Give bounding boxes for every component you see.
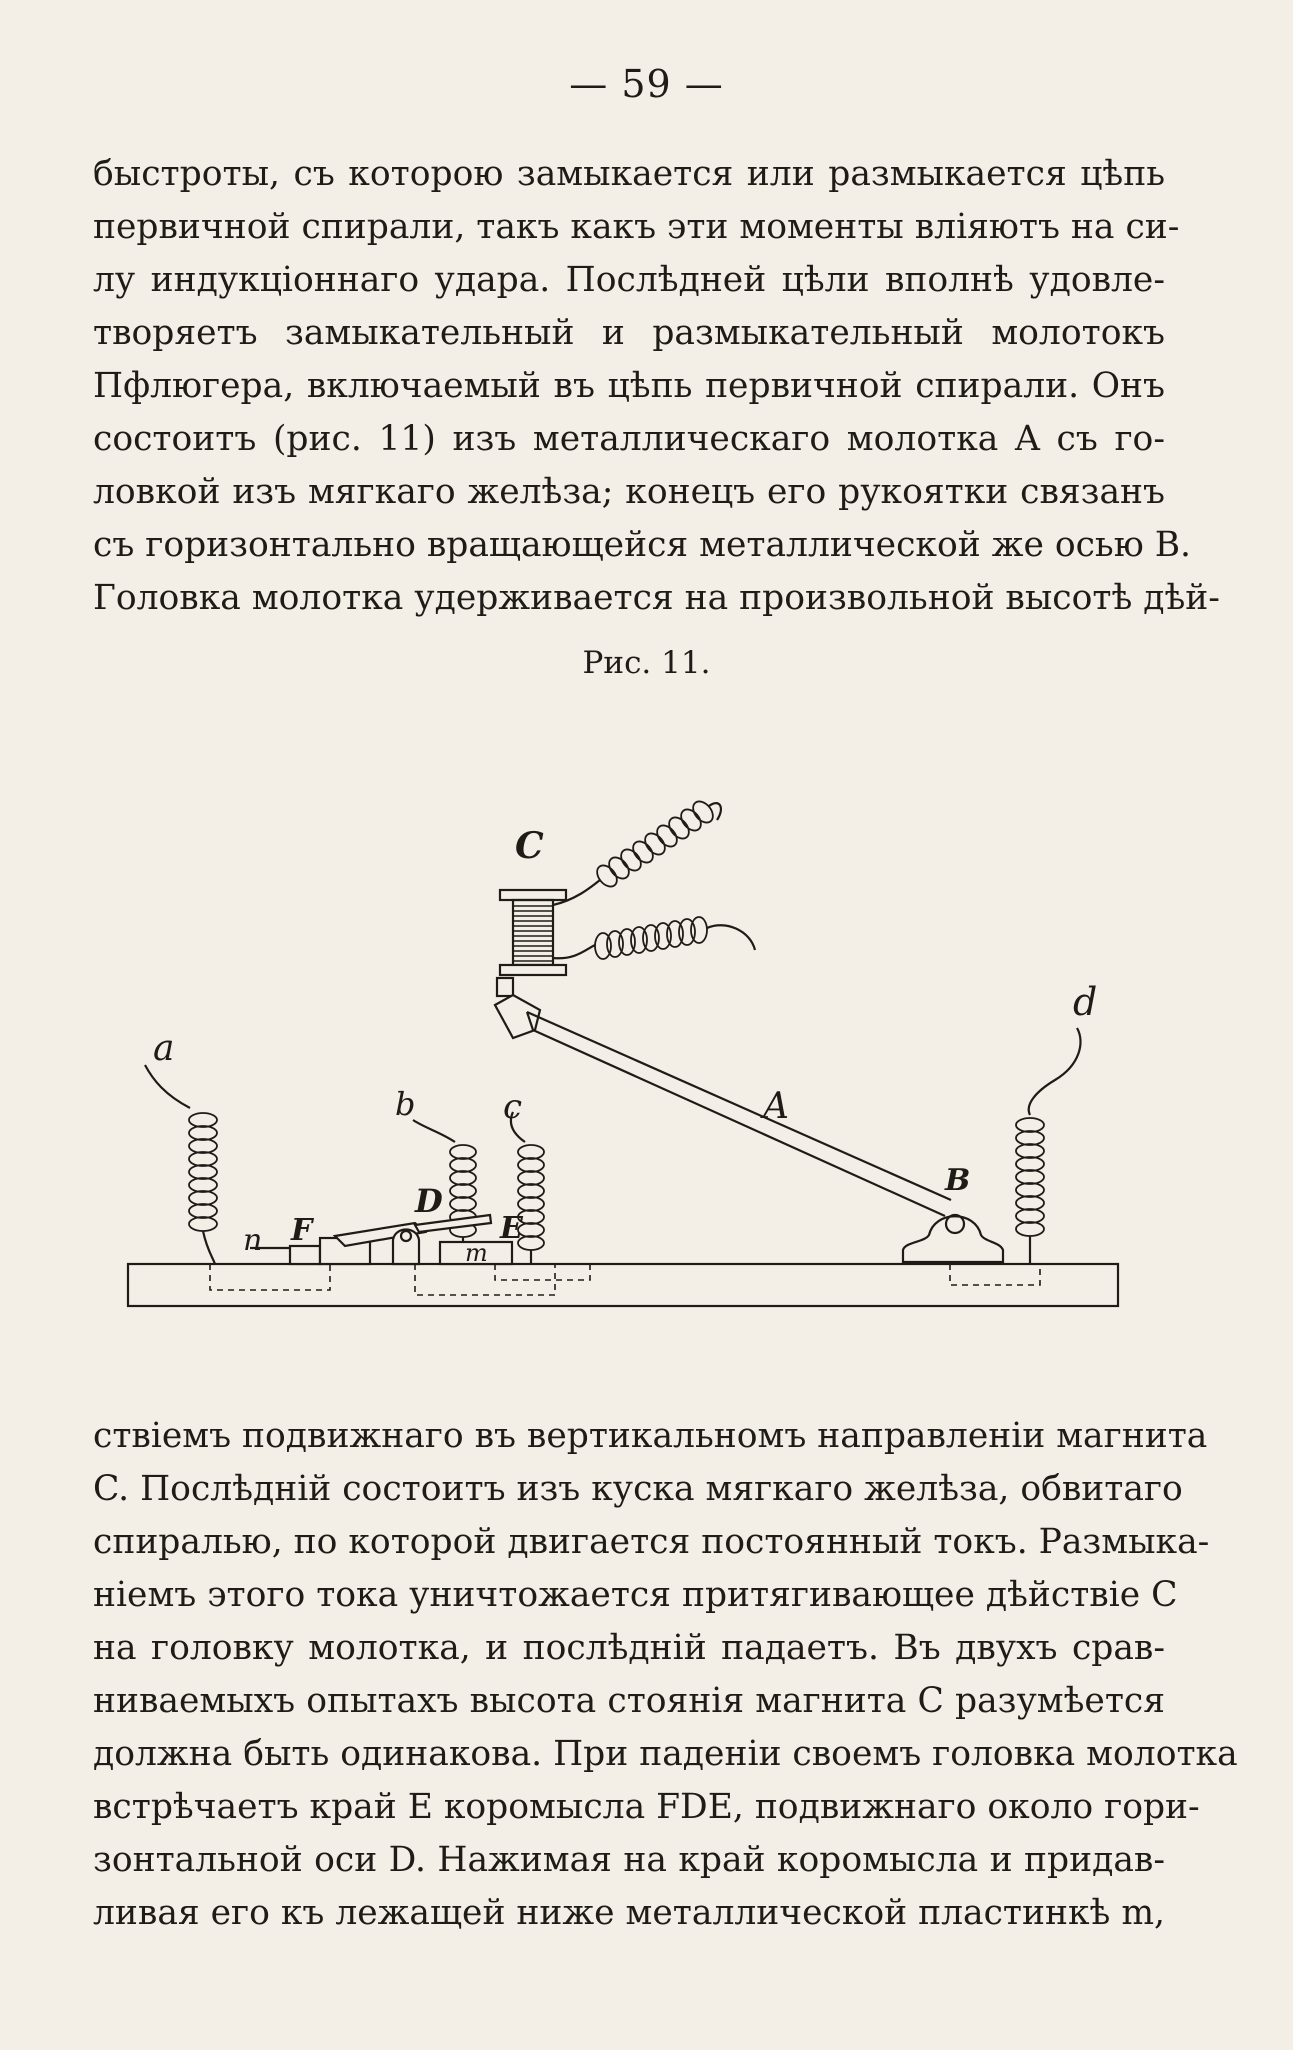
- label-F: F: [291, 1213, 313, 1248]
- spring-d: [1016, 1028, 1081, 1264]
- text-line: съ горизонтально вращающейся металлической же осью B.: [93, 525, 1192, 565]
- text-line: C. Послѣдній состоитъ изъ куска мягкаго желѣза, обвитаго: [93, 1469, 1183, 1509]
- label-c: c: [503, 1087, 523, 1127]
- base-board: [128, 1264, 1118, 1306]
- paragraph-bottom: [93, 1410, 1238, 1940]
- text-line: Пфлюгера, включаемый въ цѣпь первичной спирали. Онъ: [93, 366, 1165, 406]
- label-m: m: [465, 1239, 488, 1267]
- text-line: ніемъ этого тока уничтожается притягивающее дѣйствіе C: [93, 1575, 1178, 1615]
- text-line: состоитъ (рис. 11) изъ металлическаго молотка A съ го-: [93, 419, 1165, 459]
- label-D: D: [415, 1182, 443, 1220]
- figure-pfluger-hammer: [95, 780, 1135, 1340]
- label-d: d: [1073, 980, 1098, 1024]
- text-line: ловкой изъ мягкаго желѣза; конецъ его рукоятки связанъ: [93, 472, 1165, 512]
- hammer-illustration: [95, 780, 1135, 1340]
- label-B: B: [945, 1163, 971, 1198]
- text-line: ниваемыхъ опытахъ высота стоянія магнита C разумѣется: [93, 1681, 1165, 1721]
- figure-caption: Рис. 11.: [582, 645, 711, 681]
- text-line: зонтальной оси D. Нажимая на край коромысла и придав-: [93, 1840, 1165, 1880]
- text-line: ствіемъ подвижнаго въ вертикальномъ направленіи магнита: [93, 1416, 1208, 1456]
- spring-a: [145, 1065, 217, 1264]
- text-line: быстроты, съ которою замыкается или размыкается цѣпь: [93, 154, 1165, 194]
- text-line: Головка молотка удерживается на произвольной высотѣ дѣй-: [93, 578, 1220, 618]
- text-line: первичной спирали, такъ какъ эти моменты вліяютъ на си-: [93, 207, 1180, 247]
- text-line: должна быть одинакова. При паденіи своемъ головка молотка: [93, 1734, 1238, 1774]
- label-a: a: [153, 1028, 175, 1069]
- label-C: C: [515, 825, 544, 867]
- paragraph-top: [93, 148, 1220, 625]
- label-b: b: [395, 1085, 416, 1123]
- text-line: творяетъ замыкательный и размыкательный молотокъ: [93, 313, 1165, 353]
- axis-bearing: [903, 1215, 1003, 1262]
- text-line: лу индукціоннаго удара. Послѣдней цѣли вполнѣ удовле-: [93, 260, 1165, 300]
- label-n: n: [243, 1223, 263, 1258]
- text-line: на головку молотка, и послѣдній падаетъ. Въ двухъ срав-: [93, 1628, 1165, 1668]
- text-line: спиралью, по которой двигается постоянный токъ. Размыка-: [93, 1522, 1210, 1562]
- label-A: A: [763, 1086, 789, 1127]
- hammer: [495, 995, 951, 1216]
- page-number: — 59 —: [569, 62, 724, 106]
- label-E: E: [500, 1211, 523, 1246]
- text-line: ливая его къ лежащей ниже металлической пластинкѣ m,: [93, 1893, 1166, 1933]
- text-line: встрѣчаетъ край E коромысла FDE, подвижнаго около гори-: [93, 1787, 1200, 1827]
